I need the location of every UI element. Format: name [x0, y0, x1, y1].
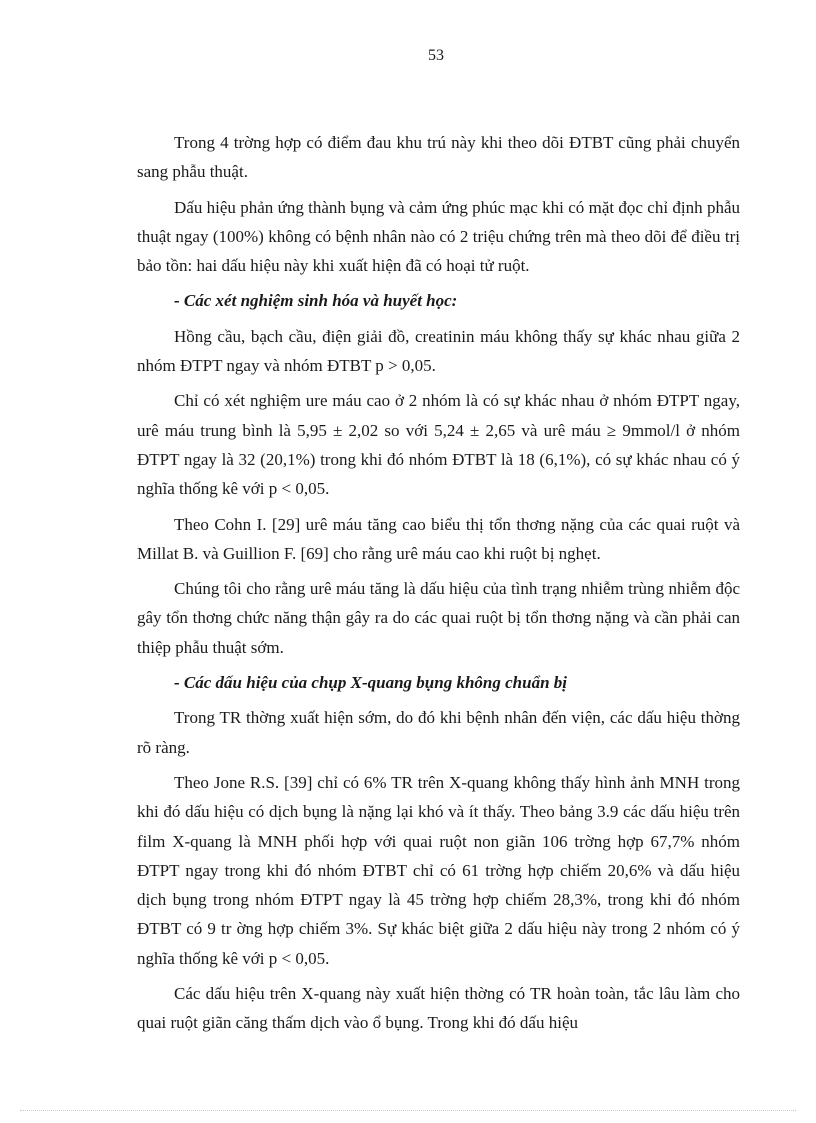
section-heading-xray: - Các dấu hiệu của chụp X-quang bụng không chuẩn bị	[174, 673, 567, 693]
paragraph: Hồng cầu, bạch cầu, điện giải đồ, creatinin máu không thấy sự khác nhau giữa 2 nhóm ĐTPT ngay và nhóm ĐTBT p > 0,05.	[137, 326, 740, 376]
paragraph: Trong TR thờng xuất hiện sớm, do đó khi bệnh nhân đến viện, các dấu hiệu thờng rõ ràng.	[137, 708, 740, 757]
paragraph: Chúng tôi cho rằng urê máu tăng là dấu hiệu của tình trạng nhiễm trùng nhiễm độc gây tổn thơng chức năng thận gây ra do các quai ruột bị tổn thơng nặng và cần phải can thiệp phẫu thuật sớm.	[137, 579, 740, 657]
paragraph: Theo Jone R.S. [39] chỉ có 6% TR trên X-quang không thấy hình ảnh MNH trong khi đó dấu hiệu có dịch bụng là nặng lại khó và ít thấy. Theo bảng 3.9 các dấu hiệu trên film X-quang là MNH phối hợp với quai ruột non giãn 106 trờng hợp 67,7% nhóm ĐTPT ngay trong khi đó nhóm ĐTBT chỉ có 61 trờng hợp chiếm 20,6% và dấu hiệu dịch bụng trong nhóm ĐTPT ngay là 45 trờng hợp chiếm 28,3%, trong khi đó nhóm ĐTBT có 9 tr ờng hợp chiếm 3%. Sự khác biệt giữa 2 dấu hiệu này trong 2 nhóm có ý nghĩa thống kê với p < 0,05.	[137, 772, 740, 968]
paragraph: Chỉ có xét nghiệm ure máu cao ở 2 nhóm là có sự khác nhau ở nhóm ĐTPT ngay, urê máu trung bình là 5,95 ± 2,02 so với 5,24 ± 2,65 và urê máu ≥ 9mmol/l ở nhóm ĐTPT ngay là 32 (20,1%) trong khi đó nhóm ĐTBT là 18 (6,1%), có sự khác nhau có ý nghĩa thống kê với p < 0,05.	[137, 391, 740, 499]
page-number: 53	[428, 47, 444, 64]
paragraph: Các dấu hiệu trên X-quang này xuất hiện thờng có TR hoàn toàn, tắc lâu làm cho quai ruột giãn căng thấm dịch vào ổ bụng. Trong khi đó dấu hiệu	[137, 984, 740, 1033]
paragraph: Trong 4 trờng hợp có điểm đau khu trú này khi theo dõi ĐTBT cũng phải chuyển sang phẫu thuật.	[137, 133, 740, 182]
section-heading-biochemistry: - Các xét nghiệm sinh hóa và huyết học:	[174, 291, 458, 311]
document-body	[137, 128, 740, 1044]
page-bottom-divider	[20, 1110, 796, 1111]
paragraph: Dấu hiệu phản ứng thành bụng và cảm ứng phúc mạc khi có mặt đọc chỉ định phẫu thuật ngay (100%) không có bệnh nhân nào có 2 triệu chứng trên mà theo dõi để điều trị bảo tồn: hai dấu hiệu này khi xuất hiện đã có hoại tử ruột.	[137, 197, 740, 276]
paragraph: Theo Cohn I. [29] urê máu tăng cao biểu thị tổn thơng nặng của các quai ruột và Millat B. và Guillion F. [69] cho rằng urê máu cao khi ruột bị nghẹt.	[137, 514, 740, 563]
